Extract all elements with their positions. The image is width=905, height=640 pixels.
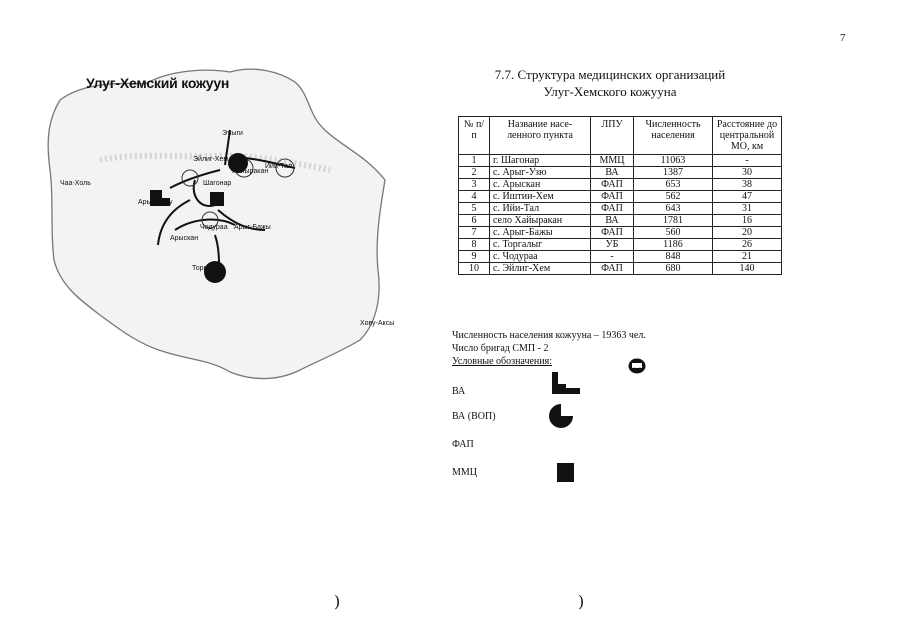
cell-distance: 31 <box>713 203 782 215</box>
map-label-aryg-uzuu: Арыг-Узюу <box>138 199 173 206</box>
table-row <box>459 155 782 167</box>
table-row <box>459 239 782 251</box>
map-label-torgalyg: Торгалыг <box>192 265 222 272</box>
header-number: № п/п <box>459 117 490 155</box>
cell-distance: 140 <box>713 263 782 275</box>
table-row <box>459 251 782 263</box>
cell-distance: 30 <box>713 167 782 179</box>
cell-settlement: с. Арыг-Узю <box>490 167 591 179</box>
table-row <box>459 215 782 227</box>
cell-lpu: ВА <box>591 215 634 227</box>
cell-settlement: с. Арыскан <box>490 179 591 191</box>
cell-number: 3 <box>459 179 490 191</box>
circle-notch-icon <box>548 404 574 428</box>
legend-label-va-vop: ВА (ВОП) <box>452 411 496 422</box>
cell-distance: 26 <box>713 239 782 251</box>
header-population: Численность населения <box>634 117 713 155</box>
cell-population: 562 <box>634 191 713 203</box>
population-note: Численность населения кожууна – 19363 чел. <box>452 330 646 341</box>
table-row <box>459 263 782 275</box>
cell-population: 653 <box>634 179 713 191</box>
cell-distance: 21 <box>713 251 782 263</box>
cell-number: 2 <box>459 167 490 179</box>
map-title: Улуг-Хемский кожуун <box>86 75 230 91</box>
cell-settlement: с. Арыг-Бажы <box>490 227 591 239</box>
map-label-khaiyrakan: Хайыракан <box>232 168 269 175</box>
mmc-marker <box>210 192 224 206</box>
table-row <box>459 227 782 239</box>
cell-number: 1 <box>459 155 490 167</box>
table-row <box>459 203 782 215</box>
document-title-line1: 7.7. Структура медицинских организаций <box>494 67 726 82</box>
cell-settlement: с. Ийи-Тал <box>490 203 591 215</box>
cell-settlement: село Хайыракан <box>490 215 591 227</box>
cell-distance: 20 <box>713 227 782 239</box>
header-settlement: Название насе-ленного пункта <box>490 117 591 155</box>
header-distance: Расстояние до центральной МО, км <box>713 117 782 155</box>
cell-population: 1387 <box>634 167 713 179</box>
cell-distance: 16 <box>713 215 782 227</box>
legend-label-fap: ФАП <box>452 439 474 450</box>
cell-population: 680 <box>634 263 713 275</box>
cell-lpu: ФАП <box>591 191 634 203</box>
map-label-arykan: Арыскан <box>170 235 199 242</box>
cell-number: 8 <box>459 239 490 251</box>
square-icon <box>557 463 574 482</box>
cell-lpu: ФАП <box>591 263 634 275</box>
cell-population: 1186 <box>634 239 713 251</box>
cell-population: 848 <box>634 251 713 263</box>
map-label-chaa-khol: Чаа-Холь <box>60 180 91 187</box>
map-label-eerbek: Эъыги <box>222 130 243 137</box>
cell-lpu: ФАП <box>591 227 634 239</box>
cell-lpu: - <box>591 251 634 263</box>
map-label-chodura: Чодураа <box>200 224 228 231</box>
map-label-shagonar: Шагонар <box>203 180 232 187</box>
table-row <box>459 167 782 179</box>
cell-settlement: с. Эйлиг-Хем <box>490 263 591 275</box>
cell-number: 5 <box>459 203 490 215</box>
legend-label-mmc: ММЦ <box>452 467 478 478</box>
cell-lpu: УБ <box>591 239 634 251</box>
bottom-mark-left: ) <box>334 592 341 611</box>
table-row <box>459 191 782 203</box>
cell-distance: 47 <box>713 191 782 203</box>
map-label-khovu-aksy: Хову-Аксы <box>360 320 395 327</box>
cell-settlement: г. Шагонар <box>490 155 591 167</box>
cell-number: 7 <box>459 227 490 239</box>
cell-settlement: с. Чодураа <box>490 251 591 263</box>
map-label-eilig-khem: Эйлиг-Хем <box>193 156 229 163</box>
cell-number: 4 <box>459 191 490 203</box>
page-number: 7 <box>840 32 846 44</box>
step-icon <box>552 372 582 394</box>
cell-lpu: ВА <box>591 167 634 179</box>
cell-distance: 38 <box>713 179 782 191</box>
bottom-mark-right: ) <box>578 592 585 611</box>
map-label-aryg-bazhy: Арыг-Бажы <box>234 224 271 231</box>
brigades-note: Число бригад СМП - 2 <box>452 343 549 354</box>
cell-settlement: с. Иштии-Хем <box>490 191 591 203</box>
document-title <box>440 66 780 100</box>
cell-lpu: ФАП <box>591 179 634 191</box>
table-header-row <box>459 117 782 155</box>
legend-title: Условные обозначения: <box>452 356 553 367</box>
cell-population: 643 <box>634 203 713 215</box>
cell-population: 1781 <box>634 215 713 227</box>
header-lpu: ЛПУ <box>591 117 634 155</box>
cell-lpu: ФАП <box>591 203 634 215</box>
cell-number: 9 <box>459 251 490 263</box>
cell-number: 6 <box>459 215 490 227</box>
document-title-line2: Улуг-Хемского кожууна <box>543 84 677 99</box>
cell-lpu: ММЦ <box>591 155 634 167</box>
cell-population: 11063 <box>634 155 713 167</box>
cell-settlement: с. Торгалыг <box>490 239 591 251</box>
cell-distance: - <box>713 155 782 167</box>
cell-number: 10 <box>459 263 490 275</box>
legend-label-va: ВА <box>452 386 466 397</box>
medical-organizations-table <box>458 116 782 275</box>
table-row <box>459 179 782 191</box>
cell-population: 560 <box>634 227 713 239</box>
map-label-iyi-tal: Ийи-Тал <box>265 163 293 170</box>
ambulance-icon <box>628 358 646 374</box>
